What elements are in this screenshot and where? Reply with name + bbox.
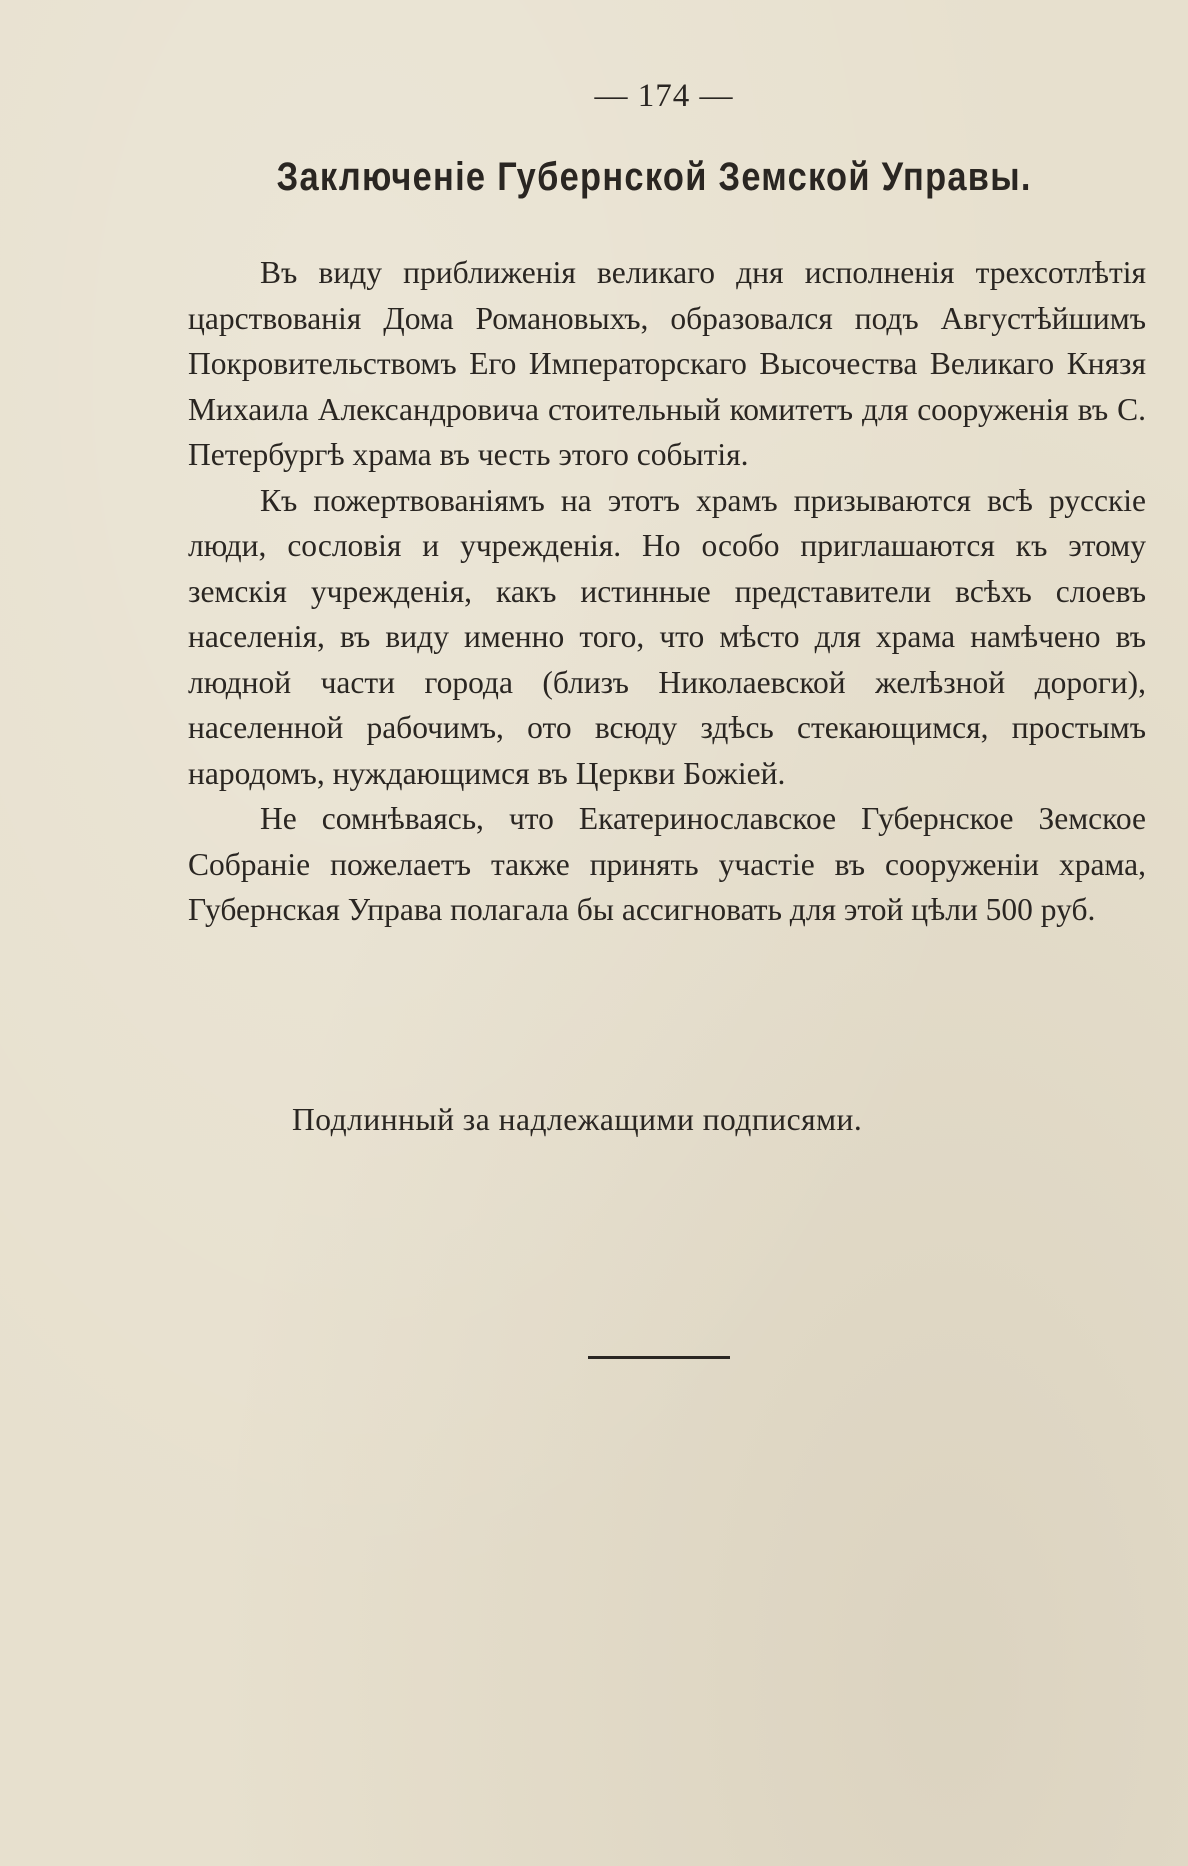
paragraph-3: Не сомнѣваясь, что Екатеринославское Губернское Земское Собраніе пожелаетъ также принять участіе въ сооруженіи храма, Губернская Управа полагала бы ассигновать для этой цѣли 500 руб. <box>188 801 1146 927</box>
signature-line: Подлинный за надлежащими подписями. <box>292 1102 863 1137</box>
document-title: Заключеніе Губернской Земской Управы. <box>276 155 1032 199</box>
document-body <box>188 250 1146 933</box>
page-number: — 174 — <box>594 78 734 114</box>
paragraph-1: Въ виду приближенія великаго дня исполненія трехсотлѣтія царствованія Дома Романовыхъ, образовался подъ Августѣйшимъ Покровительствомъ Его Императорскаго Высочества Великаго Князя Михаила Александровича стоительный комитетъ для сооруженія въ С. Петербургѣ храма въ честь этого событія. <box>188 255 1146 472</box>
section-divider <box>588 1356 730 1359</box>
paragraph-2: Къ пожертвованіямъ на этотъ храмъ призываются всѣ русскіе люди, сословія и учрежденія. Но особо приглашаются къ этому земскія учрежденія, какъ истинные представители всѣхъ слоевъ населенія, въ виду именно того, что мѣсто для храма намѣчено въ людной части города (близъ Николаевской желѣзной дороги), населенной рабочимъ, ото всюду здѣсь стекающимся, простымъ народомъ, нуждающимся въ Церкви Божіей. <box>188 482 1146 791</box>
